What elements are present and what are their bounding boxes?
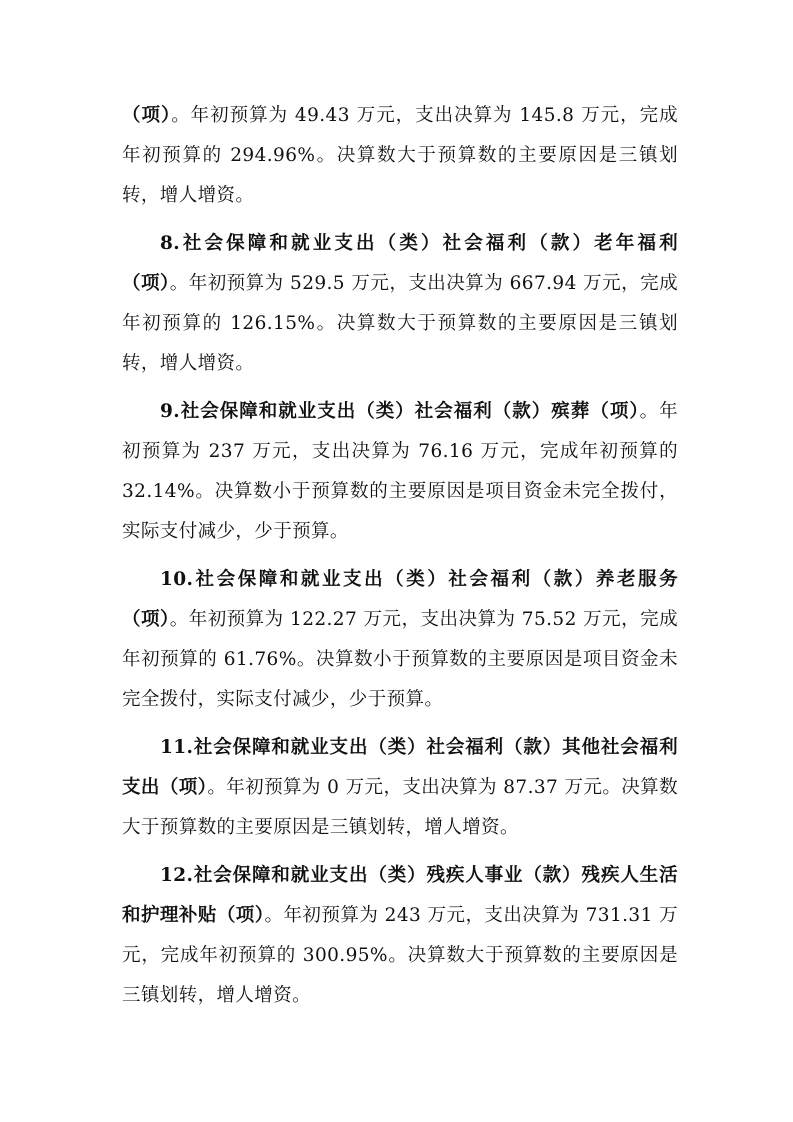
paragraph-body: 。年初预算为 122.27 万元，支出决算为 75.52 万元，完成年初预算的 61.76%。决算数小于预算数的主要原因是项目资金未完全拨付，实际支付减少，少于预算。 (122, 609, 678, 710)
paragraph-7-continued (122, 96, 678, 216)
paragraph-heading: 8.社会保障和就业支出（类）社会福利（款）老年福利（项） (122, 233, 678, 294)
paragraph-heading: 10.社会保障和就业支出（类）社会福利（款）养老服务（项） (122, 569, 678, 630)
paragraph-heading: 12.社会保障和就业支出（类）残疾人事业（款）残疾人生活和护理补贴（项） (122, 865, 678, 926)
paragraph-body: 。年初预算为 243 万元，支出决算为 731.31 万元，完成年初预算的 300.95%。决算数大于预算数的主要原因是三镇划转，增人增资。 (122, 905, 678, 1006)
paragraph-body: 。年初预算为 49.43 万元，支出决算为 145.8 万元，完成年初预算的 294.96%。决算数大于预算数的主要原因是三镇划转，增人增资。 (122, 105, 678, 206)
paragraph-body: 。年初预算为 0 万元，支出决算为 87.37 万元。决算数大于预算数的主要原因是三镇划转，增人增资。 (122, 777, 678, 838)
paragraph-body: 。年初预算为 237 万元，支出决算为 76.16 万元，完成年初预算的 32.14%。决算数小于预算数的主要原因是项目资金未完全拨付，实际支付减少，少于预算。 (122, 401, 678, 542)
paragraph-body: 。年初预算为 529.5 万元，支出决算为 667.94 万元，完成年初预算的 126.15%。决算数大于预算数的主要原因是三镇划转，增人增资。 (122, 273, 678, 374)
paragraph-11 (122, 728, 678, 848)
paragraph-heading: （项） (122, 105, 172, 126)
paragraph-12 (122, 856, 678, 1016)
paragraph-10 (122, 560, 678, 720)
paragraph-heading: 11.社会保障和就业支出（类）社会福利（款）其他社会福利支出（项） (122, 737, 678, 798)
document-page (122, 96, 678, 1016)
paragraph-9 (122, 392, 678, 552)
paragraph-8 (122, 224, 678, 384)
paragraph-heading: 9.社会保障和就业支出（类）社会福利（款）殡葬（项） (160, 401, 640, 422)
